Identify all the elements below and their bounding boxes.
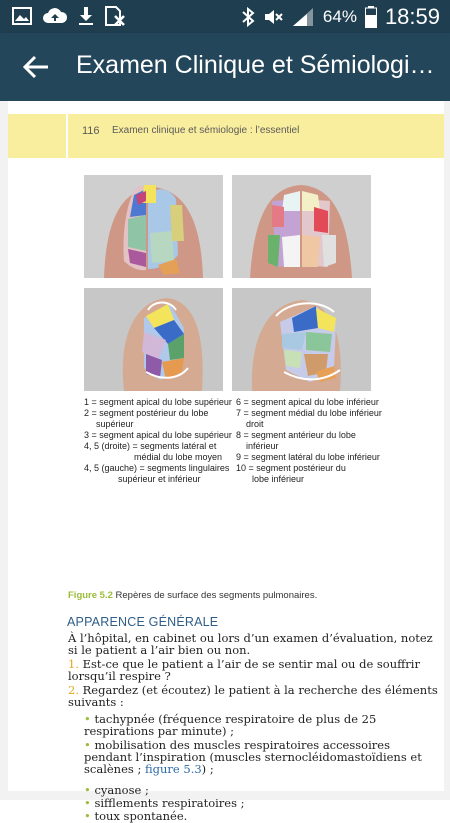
book-page: [8, 101, 444, 823]
status-bar: [0, 0, 450, 33]
back-arrow-icon[interactable]: [22, 53, 50, 81]
gallery-icon: [12, 6, 32, 26]
running-title: Examen clinique et sémiologie : l’essentiel: [112, 125, 300, 136]
photo-back-chest: [232, 175, 371, 278]
bluetooth-icon: [241, 7, 255, 27]
silent-mode-icon: [263, 7, 283, 27]
photo-right-lateral-chest: [84, 288, 223, 391]
bullet-2: • mobilisation des muscles respiratoires accessoires pendant l’inspiration (muscles sternocléidomastoïdiens et scalènes ; figure 5.3) ;: [84, 738, 422, 776]
battery-percent: 64%: [322, 6, 357, 26]
intro-paragraph: À l’hôpital, en cabinet ou lors d’un examen d’évaluation, notez si le patient a l’air bien ou non.: [68, 631, 433, 657]
page-number: 116: [82, 125, 100, 137]
signal-icon: [291, 7, 315, 27]
download-icon: [78, 6, 94, 26]
bullet-4: • sifflements respiratoires ;: [84, 796, 245, 810]
figure-link[interactable]: figure 5.3: [144, 762, 202, 776]
photo-front-chest: [84, 175, 223, 278]
bullet-5: • toux spontanée.: [84, 809, 188, 823]
clock: 18:59: [384, 3, 440, 29]
legend-left: 1 = segment apical du lobe supérieur 2 = segment postérieur du lobe supérieur 3 = segment apical du lobe supérieur 4, 5 (droite) = segments latéral et médial du lobe moyen 4, 5 (gauche) = segments lingulaires supérieur et inférieur: [84, 397, 232, 484]
running-header: [8, 114, 444, 158]
photo-left-lateral-chest: [232, 288, 371, 391]
question-2: 2. Regardez (et écoutez) le patient à la recherche des éléments suivants :: [68, 683, 438, 709]
question-1: 1. Est-ce que le patient a l’air de se sentir mal ou de souffrir lorsqu’il respire ?: [68, 657, 420, 683]
section-heading: APPARENCE GÉNÉRALE: [67, 615, 219, 629]
excel-file-icon: [104, 6, 126, 26]
bullet-3: • cyanose ;: [84, 783, 149, 797]
figure-caption: Figure 5.2 Repères de surface des segments pulmonaires.: [68, 590, 318, 601]
page-title: Examen Clinique et Sémiologi…: [76, 51, 435, 79]
legend-right: 6 = segment apical du lobe inférieur 7 = segment médial du lobe inférieur droit 8 = segment antérieur du lobe inférieur 9 = segment latéral du lobe inférieur 10 = segment postérieur du lobe inférieur: [236, 397, 382, 484]
bullet-1: • tachypnée (fréquence respiratoire de plus de 25 respirations par minute) ;: [84, 712, 377, 738]
document-viewer[interactable]: [0, 101, 450, 823]
cloud-upload-icon: [42, 6, 68, 26]
battery-icon: [365, 6, 377, 28]
app-bar: [0, 33, 450, 101]
